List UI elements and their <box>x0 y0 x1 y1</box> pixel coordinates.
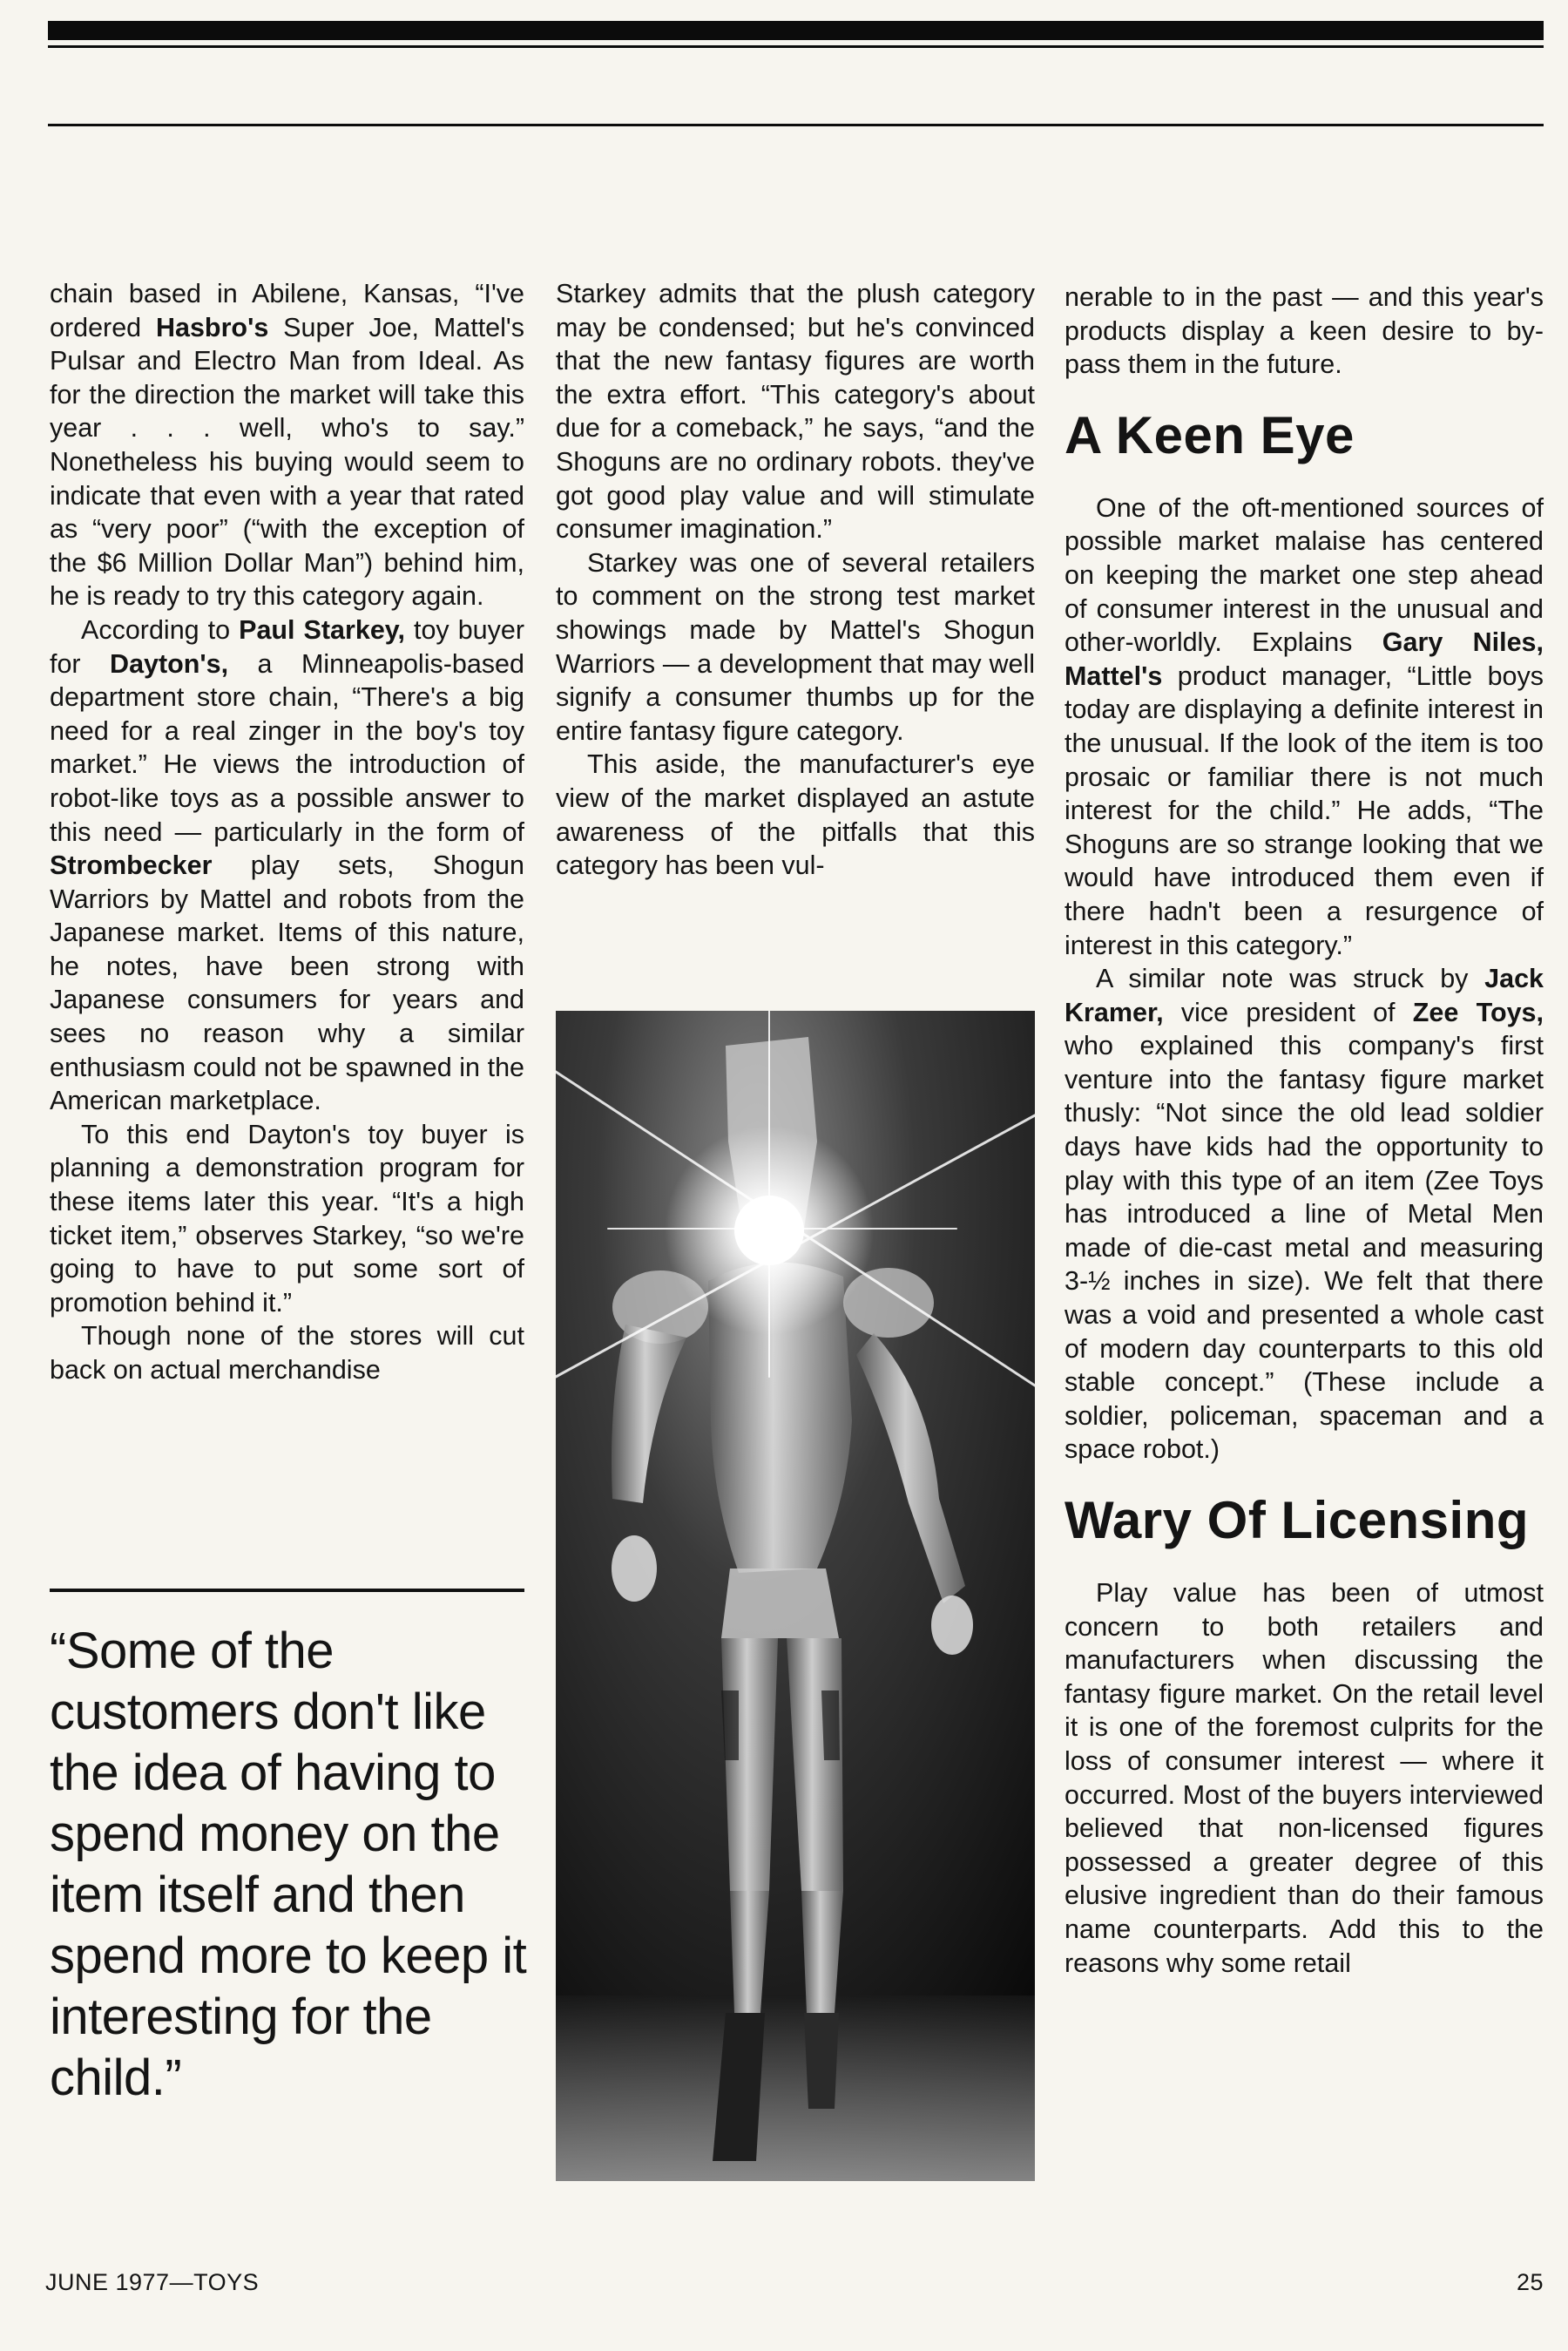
paragraph: One of the oft-mentioned sources of possible market malaise has centered on keeping the market one step ahead of consumer interest in the unusual and other-worldly. Explains Gary Niles, Mattel's product manager, “Little boys today are displaying a definite interest in the unusual. If the look of the item is too prosaic or familiar there is not much interest for the child.” He adds, “The Shoguns are so strange looking that we would have introduced them even if there hadn't been a resurgence of interest in this category.” <box>1064 492 1544 960</box>
header-rule-thin <box>48 45 1544 48</box>
paragraph: Starkey admits that the plush category may be condensed; but he's convinced that the new fantasy figures are worth the extra effort. “This category's about due for a comeback,” he says, “and the Shoguns are no ordinary robots. they've got good play value and will stimulate consumer imagination.” <box>556 279 1035 545</box>
pullquote-rule <box>50 1589 524 1592</box>
bold-name: Paul Starkey, <box>239 614 405 645</box>
robot-figure-illustration <box>556 1011 1035 2181</box>
paragraph: A similar note was struck by Jack Kramer, vice president of Zee Toys, who explained this company's first venture into the fantasy figure market thusly: “Not since the old lead soldier days have kids had the opportunity to play with this type of an item (Zee Toys has introduced a line of Metal Men made of die-cast metal and measuring 3-½ inches in size). We felt that there was a void and presented a whole cast of modern day counterparts to this old stable concept.” (These include a soldier, policeman, spaceman and a space robot.) <box>1064 964 1544 1465</box>
paragraph: This aside, the manufacturer's eye view of the market displayed an astute awareness of the pitfalls that this category has been vul- <box>556 749 1035 881</box>
bold-name: Zee Toys, <box>1412 997 1544 1027</box>
paragraph: nerable to in the past — and this year's products display a keen desire to by-pass them in the future. <box>1064 282 1544 380</box>
subheading: Wary Of Licensing <box>1064 1491 1530 1549</box>
bold-name: Dayton's, <box>110 648 229 679</box>
bold-name: Hasbro's <box>155 312 269 342</box>
header-rule-lower <box>48 124 1544 126</box>
robot-figure-photo <box>556 1011 1035 2181</box>
subheading: A Keen Eye <box>1064 405 1355 464</box>
paragraph: Though none of the stores will cut back on actual merchandise <box>50 1321 524 1385</box>
bold-name: Gary Niles, Mattel's <box>1064 627 1544 691</box>
paragraph: chain based in Abilene, Kansas, “I've ordered Hasbro's Super Joe, Mattel's Pulsar and Electro Man from Ideal. As for the direction the market will take this year . . . well, who's to say.” Nonetheless his buying would seem to indicate that even with a year that rated as “very poor” (“with the exception of the $6 Million Dollar Man”) behind him, he is ready to try this category again. <box>50 279 524 612</box>
paragraph: According to Paul Starkey, toy buyer for Dayton's, a Minneapolis-based department store chain, “There's a big need for a real zinger in the boy's toy market.” He views the introduction of robot-like toys as a possible answer to this need — particularly in the form of Strombecker play sets, Shogun Warriors by Mattel and robots from the Japanese market. Items of this nature, he notes, have been strong with Japanese consumers for years and sees no reason why a similar enthusiasm could not be spawned in the American marketplace. <box>50 614 524 1116</box>
paragraph: Play value has been of utmost concern to both retailers and manufacturers when discussing the fantasy figure market. On the retail level it is one of the foremost culprits for the loss of consumer interest — where it occurred. Most of the buyers interviewed believed that non-licensed figures possessed a greater degree of this elusive ingredient than do their famous name counterparts. Add this to the reasons why some retail <box>1064 1578 1544 1978</box>
footer-issue-label: JUNE 1977—TOYS <box>45 2269 260 2295</box>
column-2 <box>556 277 1035 883</box>
bold-name: Strombecker <box>50 850 213 881</box>
column-3 <box>1064 281 1544 1980</box>
pullquote: “Some of the customers don't like the idea of having to spend money on the item itself and then spend more to keep it interesting for the child.” <box>50 1623 527 2106</box>
page-number: 25 <box>1516 2269 1544 2295</box>
paragraph: To this end Dayton's toy buyer is planning a demonstration program for these items later this year. “It's a high ticket item,” observes Starkey, “so we're going to have to put some sort of promotion behind it.” <box>50 1119 524 1318</box>
column-1 <box>50 277 524 1387</box>
bold-name: Jack Kramer, <box>1064 964 1544 1027</box>
header-rule-thick <box>48 21 1544 40</box>
paragraph: Starkey was one of several retailers to comment on the strong test market showings made by Mattel's Shogun Warriors — a development that may well signify a consumer thumbs up for the entire fantasy figure category. <box>556 547 1035 746</box>
